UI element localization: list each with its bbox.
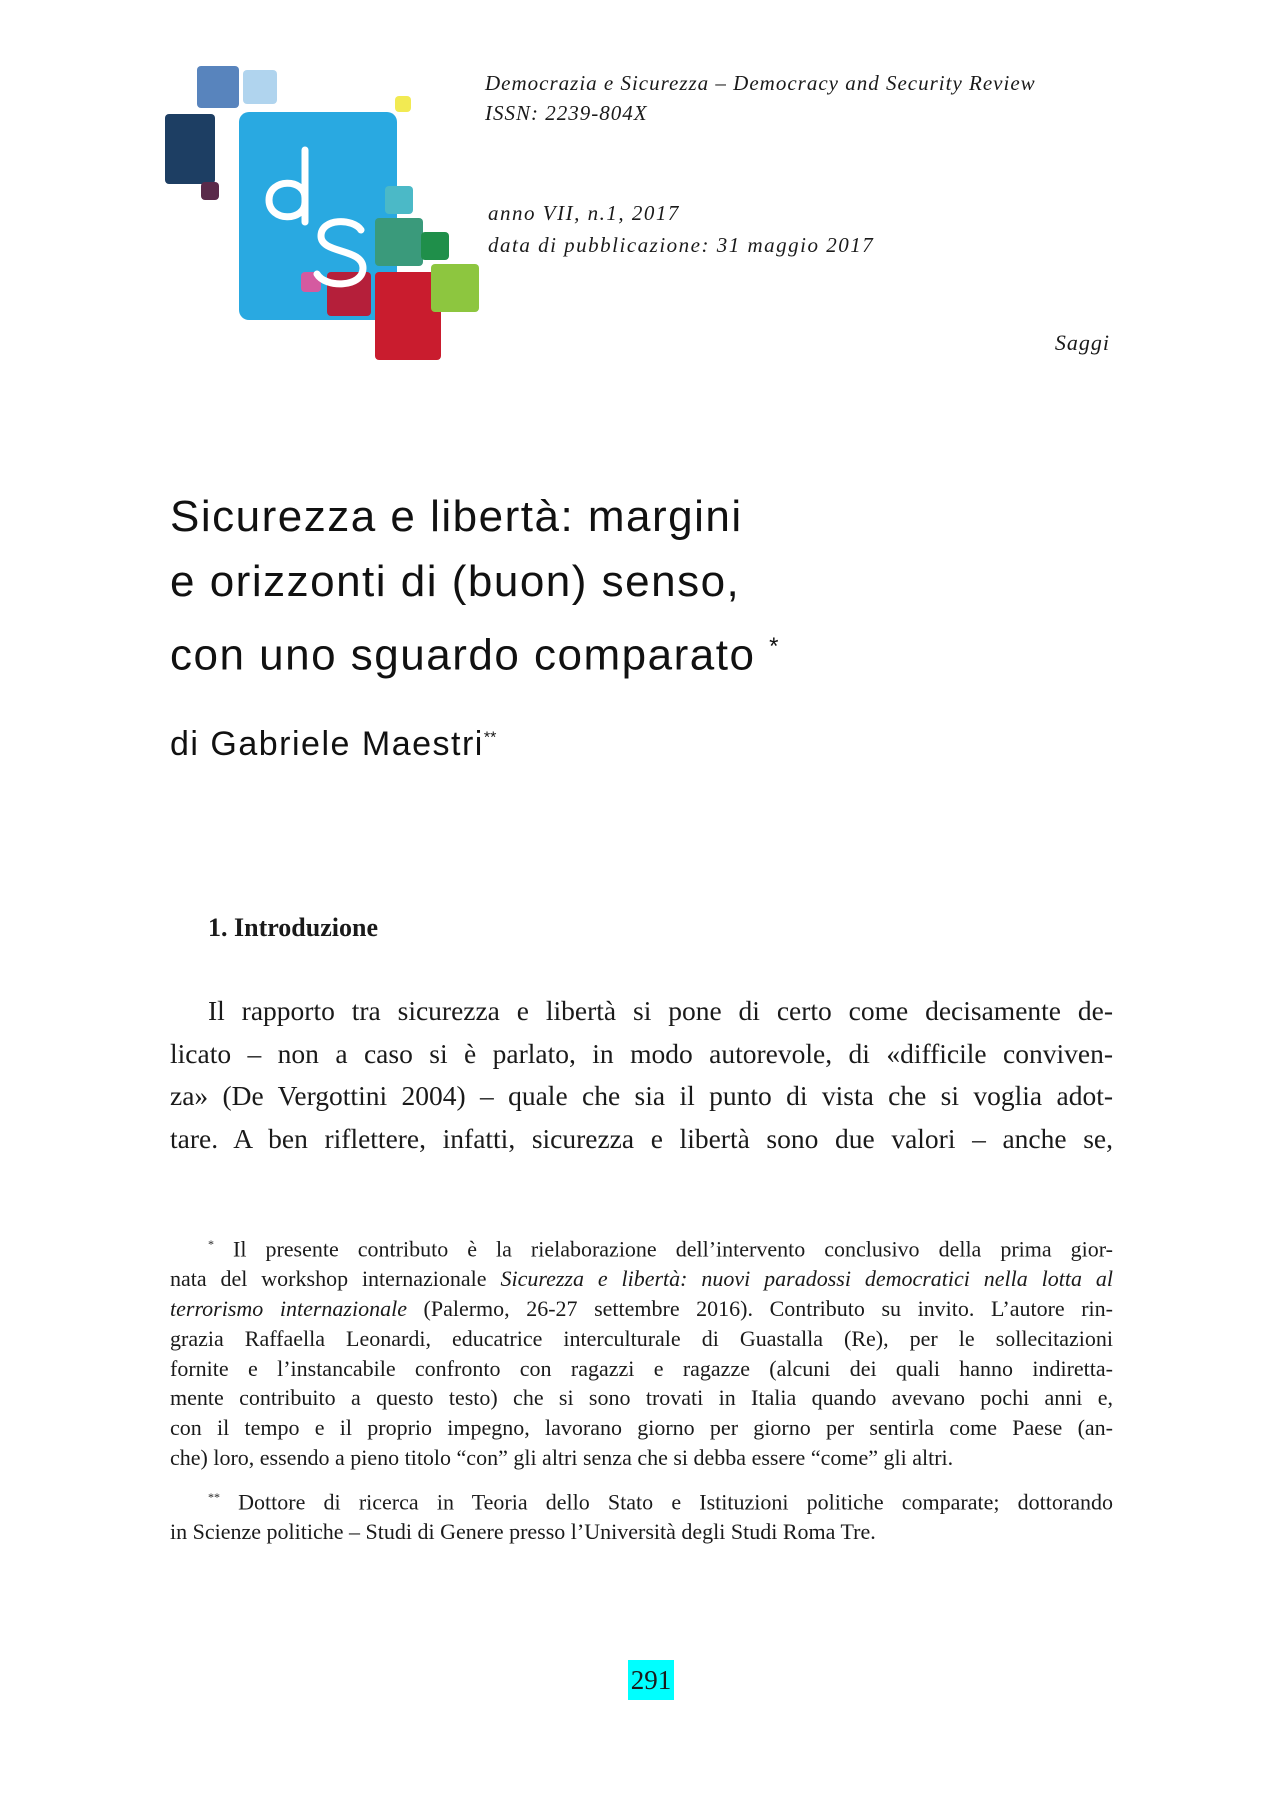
body-line: tare. A ben riflettere, infatti, sicurezza e libertà sono due valori – anche se,	[170, 1122, 1113, 1154]
footnote-1	[170, 1230, 1113, 1473]
footnote-text: Il presente contributo è la rielaborazione dell’intervento conclusivo della prima gior-	[233, 1236, 1113, 1262]
footnote-text: Dottore di ricerca in Teoria dello Stato e Istituzioni politiche comparate; dottorando	[238, 1489, 1113, 1515]
footnote-line	[170, 1294, 1113, 1324]
footnote-1-mark: *	[208, 1237, 214, 1251]
journal-name: Democrazia e Sicurezza – Democracy and Security Review	[485, 71, 1036, 95]
footnote-text: (Palermo, 26-27 settembre 2016). Contributo su invito. L’autore rin-	[423, 1295, 1113, 1321]
ds-logo-glyph-icon	[253, 130, 383, 300]
body-line: za» (De Vergottini 2004) – quale che sia il punto di vista che si voglia adot-	[170, 1080, 1113, 1111]
footnote-line	[170, 1483, 1113, 1517]
footnote-line: in Scienze politiche – Studi di Genere presso l’Università degli Studi Roma Tre.	[170, 1518, 876, 1544]
title-line-3	[170, 614, 1070, 688]
footnote-2	[170, 1483, 1113, 1547]
body-paragraph	[170, 990, 1113, 1160]
page-number: 291	[628, 1660, 674, 1700]
issue-info	[488, 197, 874, 261]
journal-logo	[165, 60, 525, 360]
author-byline	[170, 725, 496, 764]
author-footnote-mark: **	[483, 729, 497, 747]
article-title	[170, 484, 1070, 688]
title-line-2: e orizzonti di (buon) senso,	[170, 557, 741, 606]
workshop-title: Sicurezza e libertà: nuovi paradossi democratici nella lotta al	[500, 1266, 1113, 1292]
issue-number: anno VII, n.1, 2017	[488, 201, 680, 225]
journal-header	[485, 68, 1036, 128]
footnote-line: con il tempo e il proprio impegno, lavorano giorno per giorno per sentirla come Paese (an-	[170, 1415, 1113, 1441]
footnote-line: che) loro, essendo a pieno titolo “con” gli altri senza che si debba essere “come” gli altri.	[170, 1444, 954, 1470]
journal-issn: ISSN: 2239-804X	[485, 101, 648, 125]
footnotes	[170, 1230, 1113, 1547]
footnote-text: nata del workshop internazionale	[170, 1266, 487, 1292]
footnote-line: fornite e l’instancabile confronto con ragazzi e ragazze (alcuni dei quali hanno indiretta-	[170, 1355, 1113, 1381]
body-line: licato – non a caso si è parlato, in modo autorevole, di «difficile conviven-	[170, 1037, 1113, 1069]
title-footnote-mark: *	[769, 633, 779, 660]
author-name: di Gabriele Maestri	[170, 725, 484, 763]
footnote-2-mark: **	[208, 1489, 220, 1504]
body-line: Il rapporto tra sicurezza e libertà si pone di certo come decisamente de-	[208, 995, 1113, 1026]
workshop-title-cont: terrorismo internazionale	[170, 1295, 407, 1321]
section-label: Saggi	[1054, 330, 1110, 355]
footnote-line	[170, 1230, 1113, 1264]
publication-date: data di pubblicazione: 31 maggio 2017	[488, 233, 875, 257]
footnote-line: mente contribuito a questo testo) che si sono trovati in Italia quando avevano pochi anni e,	[170, 1385, 1113, 1411]
footnote-line	[170, 1264, 1113, 1294]
title-line-3-text: con uno sguardo comparato	[170, 630, 756, 680]
title-line-1: Sicurezza e libertà: margini	[170, 492, 743, 541]
footnote-line: grazia Raffaella Leonardi, educatrice interculturale di Guastalla (Re), per le sollecitazioni	[170, 1325, 1113, 1351]
section-heading: 1. Introduzione	[208, 913, 378, 942]
